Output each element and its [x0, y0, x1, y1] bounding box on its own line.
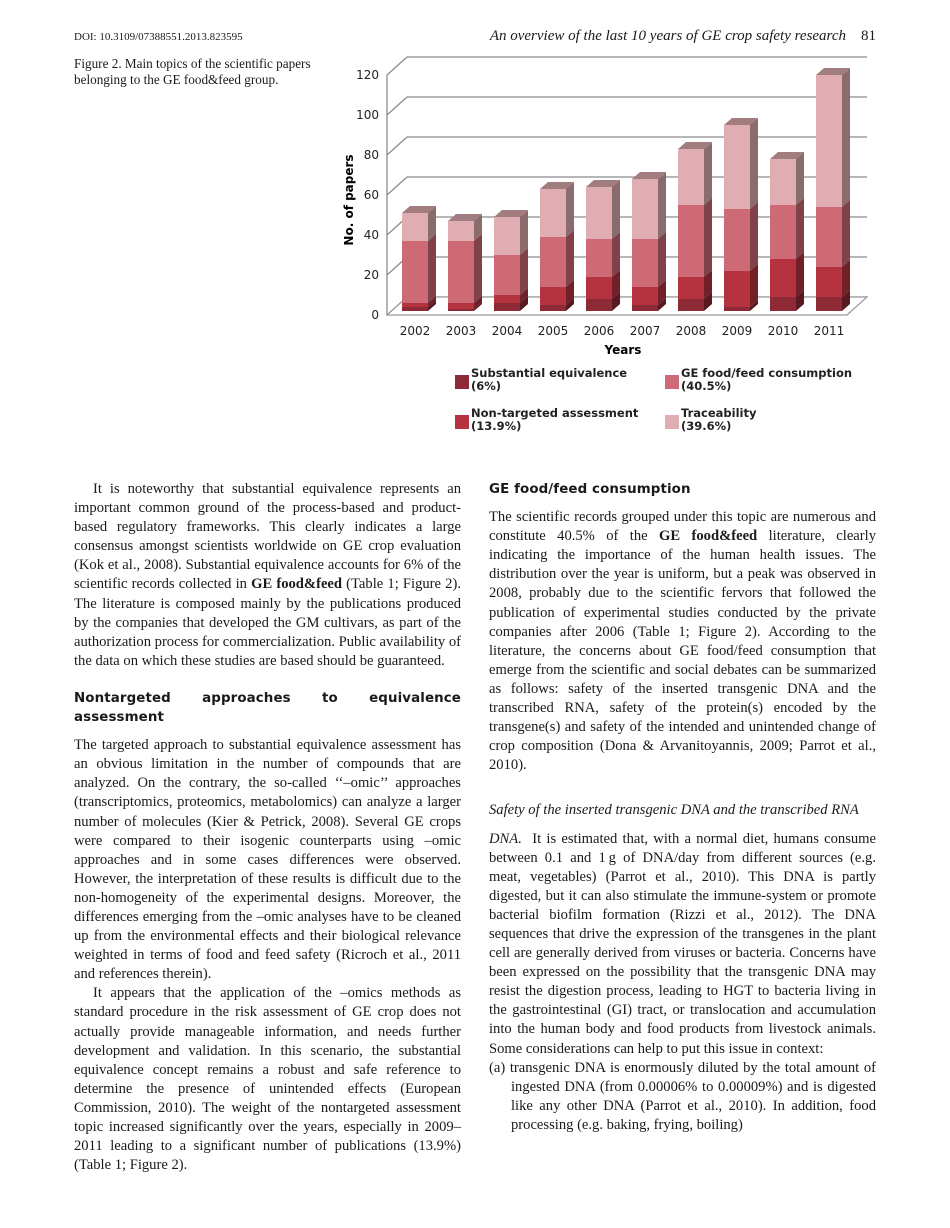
x-axis-ticks — [400, 324, 845, 338]
page-number: 81 — [861, 28, 876, 44]
svg-text:120: 120 — [356, 68, 379, 82]
bold-term: GE food&feed — [659, 528, 758, 545]
svg-text:2002: 2002 — [399, 324, 431, 338]
legend-item — [455, 406, 639, 433]
svg-text:60: 60 — [363, 188, 379, 202]
bar-2006 — [586, 180, 620, 311]
bar-2010 — [770, 152, 804, 311]
running-title: An overview of the last 10 years of GE crop safety research — [489, 28, 846, 44]
bar-2009 — [724, 118, 758, 311]
paragraph-omics: It appears that the application of the –omics methods as standard procedure in the risk assessment of GE crop does not actually provide manageable information, and needs further development and validation. In this scenario, the substantial equivalence concept remains a robust and safe reference to determine the presence of unintended effects (European Commission, 2010). The weight of the nontargeted assessment topic increased significantly over the years, especially in 2009–2011 leading to a significant number of publications (13.9%) (Table 1; Figure 2). — [74, 985, 461, 1174]
svg-text:2010: 2010 — [767, 324, 799, 338]
paragraph-consumption: The scientific records grouped under this topic are numerous and constitute 40.5% of the GE food&feed literature, clearly indicating the importance of the human health issues. The distribution over the year is uniform, but a peak was observed in 2008, probably due to the scientific fervors that followed the publication of experimental studies conducted by the private companies after 2006 (Table 1; Figure 2). According to the literature, the concerns about GE food/feed consumption that emerge from the scientific and social debates can be summarized as follows: safety of the inserted transgenic DNA and the transcribed RNA, safety of the protein(s) encoded by the transgene(s) and safety of the intended and unintended change of crop composition (Dona & Arvanitoyannis, 2009; Parrot et al., 2010). — [489, 509, 876, 774]
svg-text:2006: 2006 — [583, 324, 615, 338]
bar-2008 — [678, 142, 712, 311]
bar-2003 — [448, 214, 482, 311]
y-axis-label: No. of papers — [342, 154, 356, 246]
svg-text:20: 20 — [363, 268, 379, 282]
svg-text:Non-targeted assessment: Non-targeted assessment — [471, 406, 639, 420]
section-heading-nontargeted: Nontargeted approaches to equivalence assessment — [74, 690, 461, 726]
list-item-a: (a) transgenic DNA is enormously diluted by the total amount of ingested DNA (from 0.00006% to 0.00009%) and is digested like any other DNA (Parrot et al., 2010). In addition, food processing (e.g. baking, frying, boiling) — [489, 1059, 876, 1133]
svg-text:(13.9%): (13.9%) — [471, 419, 522, 433]
paragraph-substantial-equivalence: It is noteworthy that substantial equivalence represents an important common ground of the process-based and product-based regulatory frameworks. This clearly indicates a large consensus amongst scientists worldwide on GE crop evaluation (Kok et al., 2008). Substantial equivalence accounts for 6% of the scientific records collected in GE food&feed (Table 1; Figure 2). The literature is composed mainly by the publications produced by the companies that developed the GM cultivars, as part of the authorization process for commercialization. Public availability of the data on which these studies are based should be guaranteed. — [74, 481, 462, 669]
svg-text:2004: 2004 — [491, 324, 523, 338]
svg-text:(6%): (6%) — [471, 379, 502, 393]
section-heading-consumption: GE food/feed consumption — [489, 482, 691, 497]
svg-text:100: 100 — [356, 108, 379, 122]
svg-text:2008: 2008 — [675, 324, 707, 338]
svg-text:(39.6%): (39.6%) — [681, 419, 732, 433]
chart-legend — [455, 366, 852, 433]
legend-item — [665, 406, 757, 433]
svg-text:2003: 2003 — [445, 324, 477, 338]
svg-text:2005: 2005 — [537, 324, 569, 338]
svg-text:40: 40 — [363, 228, 379, 242]
bar-2007 — [632, 172, 666, 311]
svg-text:GE food/feed consumption: GE food/feed consumption — [681, 366, 853, 380]
run-in-heading: DNA. — [489, 830, 522, 847]
bar-2004 — [494, 210, 528, 311]
bar-2011 — [816, 68, 850, 311]
stacked-bar-chart — [335, 55, 895, 450]
svg-text:0: 0 — [371, 308, 379, 322]
svg-text:80: 80 — [363, 148, 379, 162]
svg-text:Substantial equivalence: Substantial equivalence — [471, 366, 628, 380]
running-head — [74, 28, 876, 48]
svg-text:2007: 2007 — [629, 324, 661, 338]
bar-2005 — [540, 182, 574, 311]
figure-caption: Figure 2. Main topics of the scientific papers belonging to the GE food&feed group. — [74, 56, 311, 87]
bar-2002 — [402, 206, 436, 311]
svg-text:2011: 2011 — [813, 324, 845, 338]
paragraph-nontargeted: The targeted approach to substantial equivalence assessment has an obvious limitation in the number of compounds that are analyzed. On the contrary, the so-called ‘‘–omic’’ approaches (transcriptomics, proteomics, metabolomics) can analyze a larger number of molecules (Kier & Petrick, 2008). Several GE crops were compared to their isogenic counterparts using –omic approaches and in some cases differences were observed. However, the interpretation of these results is difficult due to the non-homogeneity of the experimental designs. Moreover, the differences emerging from the –omic analyses have to be cleaned up from the environmental effects and their biological relevance weighted in terms of food and feed safety (Ricroch et al., 2011 and references therein). — [74, 737, 461, 983]
paragraph-dna: DNA. It is estimated that, with a normal diet, humans consume between 0.1 and 1 g of DNA/day from different sources (e.g. meat, vegetables) (Parrot et al., 2010). This DNA is partly digested, but it can also stimulate the immune-system or promote bacterial biofilm formation (Rizzi et al., 2012). The DNA sequences that drive the expression of the transgenes in the plant cell are generally derived from viruses or bacteria. Concerns have been expressed on the possibility that the transgenic DNA may resist the digestion process, leading to HGT to bacteria living in the gastrointestinal (GI) tract, or translocation and accumulation into the human body and food products from livestock animals. Some considerations can help to put this issue in context: — [489, 830, 876, 1057]
doi: DOI: 10.3109/07388551.2013.823595 — [74, 31, 243, 43]
svg-text:2009: 2009 — [721, 324, 753, 338]
chart-bars — [402, 68, 850, 311]
svg-text:Traceability: Traceability — [681, 406, 757, 420]
y-axis-ticks — [356, 68, 379, 322]
right-column — [489, 480, 876, 1135]
left-column — [74, 480, 461, 1175]
legend-item — [455, 366, 627, 393]
legend-item — [665, 366, 852, 393]
subsection-heading-dna: Safety of the inserted transgenic DNA and the transcribed RNA — [489, 802, 859, 819]
svg-text:(40.5%): (40.5%) — [681, 379, 732, 393]
x-axis-label: Years — [604, 343, 642, 357]
bold-term: GE food&feed — [251, 576, 343, 593]
